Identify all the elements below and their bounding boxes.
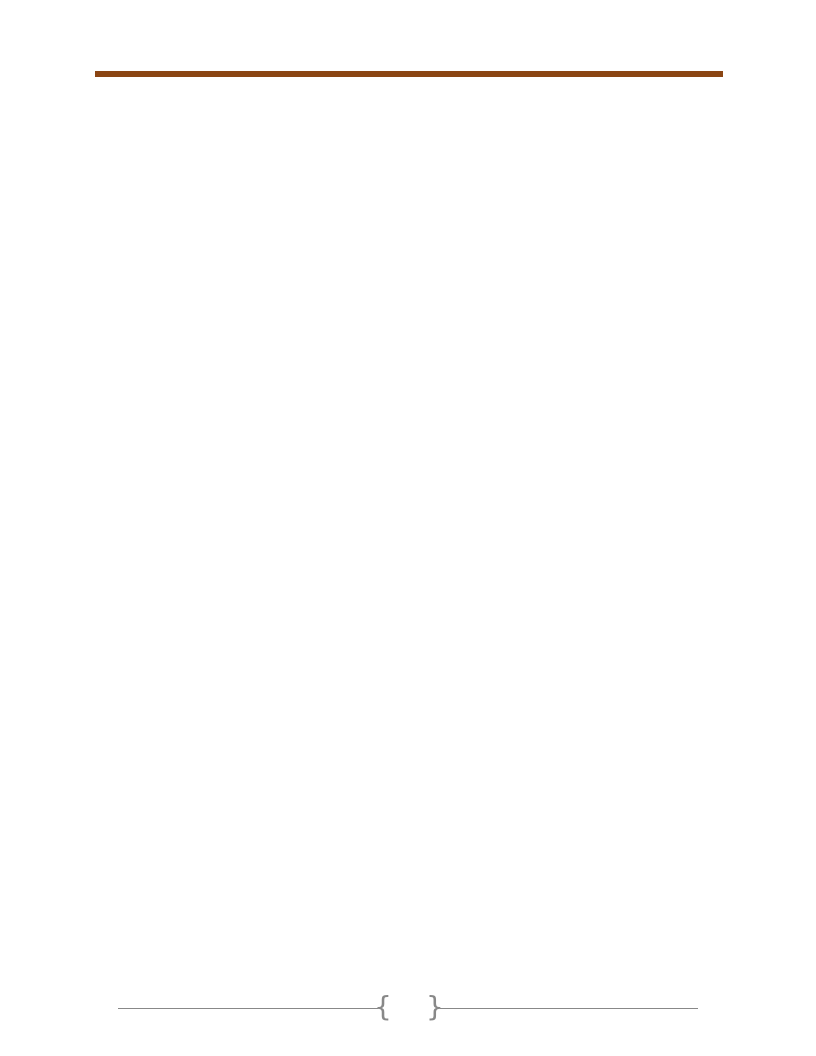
right-brace-icon: } [426,990,444,1023]
header-rule [95,71,723,77]
left-brace-icon: { [374,990,392,1023]
